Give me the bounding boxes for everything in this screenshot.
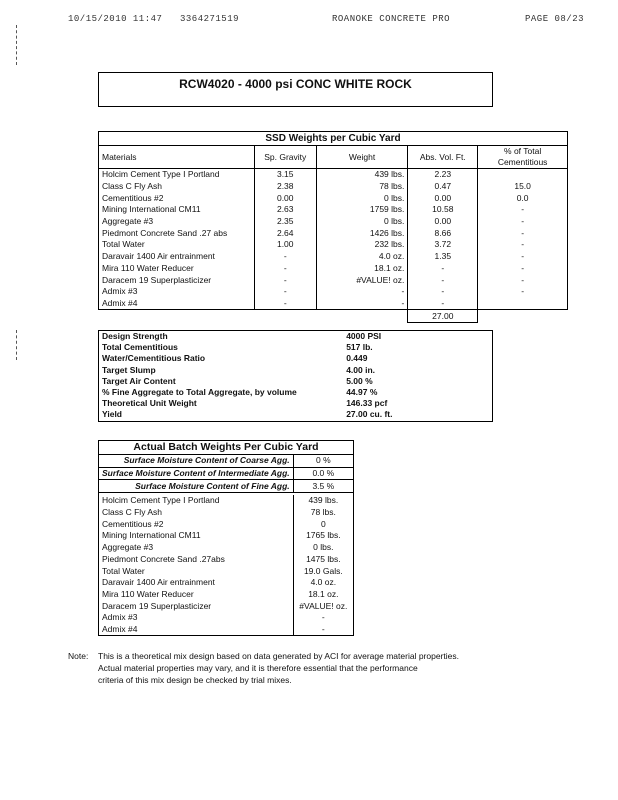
scan-mark: [16, 25, 17, 65]
actual-heading: Actual Batch Weights Per Cubic Yard: [99, 441, 354, 455]
material-name: Aggregate #3: [99, 216, 255, 228]
weight-value: 78 lbs.: [316, 181, 408, 193]
percent-cementitious-value: -: [478, 274, 568, 286]
abs-volume-value: 0.47: [408, 181, 478, 193]
abs-volume-value: -: [408, 298, 478, 310]
abs-volume-value: -: [408, 274, 478, 286]
title-box: [98, 72, 493, 107]
design-value: 0.449: [346, 353, 368, 364]
weight-value: 232 lbs.: [316, 239, 408, 251]
batch-weight-value: 78 lbs.: [293, 507, 353, 519]
weight-value: 18.1 oz.: [316, 263, 408, 275]
sp-gravity-value: 2.64: [254, 227, 316, 239]
table-row: [99, 331, 493, 343]
abs-volume-value: -: [408, 263, 478, 275]
note-line: This is a theoretical mix design based on data generated by ACI for average material properties.: [98, 651, 459, 661]
table-row: [99, 298, 568, 310]
table-row: [99, 286, 568, 298]
sp-gravity-value: 2.38: [254, 181, 316, 193]
sp-gravity-value: -: [254, 263, 316, 275]
batch-material-name: Holcim Cement Type I Portland: [99, 495, 294, 507]
table-row: [99, 409, 493, 421]
material-name: Mining International CM11: [99, 204, 255, 216]
material-name: Class C Fly Ash: [99, 181, 255, 193]
weight-value: 1759 lbs.: [316, 204, 408, 216]
actual-batch-table: [98, 440, 354, 636]
moisture-label: Surface Moisture Content of Coarse Agg.: [99, 455, 294, 468]
weight-value: 1426 lbs.: [316, 227, 408, 239]
col-abs-vol: Abs. Vol. Ft.: [408, 146, 478, 169]
table-row: [99, 589, 354, 601]
weight-value: 0 lbs.: [316, 192, 408, 204]
material-name: Daravair 1400 Air entrainment: [99, 251, 255, 263]
table-row: [99, 612, 354, 624]
percent-cementitious-value: 0.0: [478, 192, 568, 204]
table-row: [99, 624, 354, 636]
material-name: Admix #4: [99, 298, 255, 310]
batch-material-name: Mira 110 Water Reducer: [99, 589, 294, 601]
weight-value: -: [316, 298, 408, 310]
table-row: [99, 239, 568, 251]
material-name: Holcim Cement Type I Portland: [99, 169, 255, 181]
col-materials: Materials: [99, 146, 255, 169]
table-row: [99, 542, 354, 554]
table-row: [99, 467, 354, 480]
weight-value: -: [316, 286, 408, 298]
percent-cementitious-value: -: [478, 286, 568, 298]
table-row: [99, 600, 354, 612]
table-row: [99, 251, 568, 263]
sp-gravity-value: 2.63: [254, 204, 316, 216]
sp-gravity-value: -: [254, 298, 316, 310]
design-label: Water/Cementitious Ratio: [102, 353, 206, 364]
col-sp-gravity: Sp. Gravity: [254, 146, 316, 169]
moisture-value: 3.5 %: [293, 480, 353, 493]
table-row: [99, 169, 568, 181]
percent-cementitious-value: -: [478, 251, 568, 263]
design-label: Yield: [102, 409, 122, 420]
design-value: 44.97 %: [346, 387, 378, 398]
moisture-label: Surface Moisture Content of Intermediate Agg.: [99, 467, 294, 480]
table-row: [99, 216, 568, 228]
table-row: [99, 480, 354, 493]
percent-cementitious-value: -: [478, 216, 568, 228]
fax-datetime: 10/15/2010 11:47: [68, 14, 163, 24]
fax-phone: 3364271519: [180, 14, 240, 24]
fax-company: ROANOKE CONCRETE PRO: [332, 14, 451, 24]
sp-gravity-value: 2.35: [254, 216, 316, 228]
batch-weight-value: 0: [293, 518, 353, 530]
abs-volume-value: -: [408, 286, 478, 298]
batch-weight-value: 1765 lbs.: [293, 530, 353, 542]
batch-material-name: Total Water: [99, 565, 294, 577]
table-row: [99, 353, 493, 364]
sp-gravity-value: -: [254, 286, 316, 298]
table-row: [99, 181, 568, 193]
sp-gravity-value: 1.00: [254, 239, 316, 251]
table-row: [99, 565, 354, 577]
batch-material-name: Daracem 19 Superplasticizer: [99, 600, 294, 612]
design-value: 4000 PSI: [346, 331, 382, 342]
batch-weight-value: 18.1 oz.: [293, 589, 353, 601]
table-row: [99, 263, 568, 275]
table-row: [99, 192, 568, 204]
batch-weight-value: 439 lbs.: [293, 495, 353, 507]
percent-cementitious-value: [478, 298, 568, 310]
moisture-value: 0 %: [293, 455, 353, 468]
design-value: 27.00 cu. ft.: [346, 409, 393, 420]
col-weight: Weight: [316, 146, 408, 169]
batch-material-name: Piedmont Concrete Sand .27abs: [99, 554, 294, 566]
design-label: Total Cementitious: [102, 342, 178, 353]
batch-weight-value: 4.0 oz.: [293, 577, 353, 589]
table-row: [99, 530, 354, 542]
table-row: [99, 398, 493, 409]
design-value: 4.00 in.: [346, 364, 376, 375]
table-row: [99, 376, 493, 387]
design-label: Target Slump: [102, 364, 156, 375]
total-abs-volume: 27.00: [408, 310, 478, 323]
percent-cementitious-value: -: [478, 204, 568, 216]
material-name: Total Water: [99, 239, 255, 251]
design-value: 517 lb.: [346, 342, 373, 353]
note-line: criteria of this mix design be checked by trial mixes.: [98, 675, 292, 685]
design-value: 5.00 %: [346, 375, 373, 386]
abs-volume-value: 0.00: [408, 216, 478, 228]
batch-weight-value: -: [293, 612, 353, 624]
ssd-weights-table: [98, 131, 568, 323]
weight-value: 4.0 oz.: [316, 251, 408, 263]
scan-mark: [16, 330, 17, 360]
batch-material-name: Class C Fly Ash: [99, 507, 294, 519]
mix-title: RCW4020 - 4000 psi CONC WHITE ROCK: [179, 77, 412, 91]
batch-weight-value: 1475 lbs.: [293, 554, 353, 566]
abs-volume-value: 0.00: [408, 192, 478, 204]
fax-page: PAGE 08/23: [525, 14, 585, 24]
note-line: Actual material properties may vary, and it is therefore essential that the performance: [98, 663, 418, 673]
material-name: Daracem 19 Superplasticizer: [99, 274, 255, 286]
table-row: [99, 204, 568, 216]
table-row: [99, 365, 493, 376]
batch-weight-value: #VALUE! oz.: [293, 600, 353, 612]
table-row: [99, 342, 493, 353]
sp-gravity-value: -: [254, 251, 316, 263]
weight-value: 439 lbs.: [316, 169, 408, 181]
sp-gravity-value: -: [254, 274, 316, 286]
design-parameters-table: [98, 330, 493, 422]
design-label: Theoretical Unit Weight: [102, 398, 197, 409]
design-value: 146.33 pcf: [346, 398, 388, 409]
batch-material-name: Daravair 1400 Air entrainment: [99, 577, 294, 589]
abs-volume-value: 1.35: [408, 251, 478, 263]
col-percent-cementitious: % of Total Cementitious: [478, 146, 568, 169]
weight-value: #VALUE! oz.: [316, 274, 408, 286]
batch-material-name: Admix #4: [99, 624, 294, 636]
percent-cementitious-value: [478, 169, 568, 181]
weight-value: 0 lbs.: [316, 216, 408, 228]
batch-weight-value: 0 lbs.: [293, 542, 353, 554]
abs-volume-value: 2.23: [408, 169, 478, 181]
abs-volume-value: 10.58: [408, 204, 478, 216]
design-label: Target Air Content: [102, 375, 176, 386]
note-label: Note:: [68, 651, 89, 661]
table-row: [99, 554, 354, 566]
percent-cementitious-value: -: [478, 239, 568, 251]
material-name: Admix #3: [99, 286, 255, 298]
sp-gravity-value: 0.00: [254, 192, 316, 204]
table-row: [99, 495, 354, 507]
abs-volume-value: 3.72: [408, 239, 478, 251]
table-row: [99, 387, 493, 398]
batch-material-name: Aggregate #3: [99, 542, 294, 554]
moisture-label: Surface Moisture Content of Fine Agg.: [99, 480, 294, 493]
design-label: % Fine Aggregate to Total Aggregate, by volume: [102, 387, 297, 398]
moisture-value: 0.0 %: [293, 467, 353, 480]
batch-weight-value: 19.0 Gals.: [293, 565, 353, 577]
abs-volume-value: 8.66: [408, 227, 478, 239]
design-label: Design Strength: [102, 331, 168, 342]
batch-weight-value: -: [293, 624, 353, 636]
material-name: Cementitious #2: [99, 192, 255, 204]
table-row: [99, 227, 568, 239]
table-row: [99, 274, 568, 286]
percent-cementitious-value: -: [478, 227, 568, 239]
percent-cementitious-value: 15.0: [478, 181, 568, 193]
batch-material-name: Admix #3: [99, 612, 294, 624]
material-name: Mira 110 Water Reducer: [99, 263, 255, 275]
batch-material-name: Mining International CM11: [99, 530, 294, 542]
ssd-heading: SSD Weights per Cubic Yard: [99, 132, 568, 146]
material-name: Piedmont Concrete Sand .27 abs: [99, 227, 255, 239]
table-row: [99, 577, 354, 589]
table-row: [99, 518, 354, 530]
batch-material-name: Cementitious #2: [99, 518, 294, 530]
table-row: [99, 507, 354, 519]
table-row: [99, 455, 354, 468]
percent-cementitious-value: -: [478, 263, 568, 275]
sp-gravity-value: 3.15: [254, 169, 316, 181]
